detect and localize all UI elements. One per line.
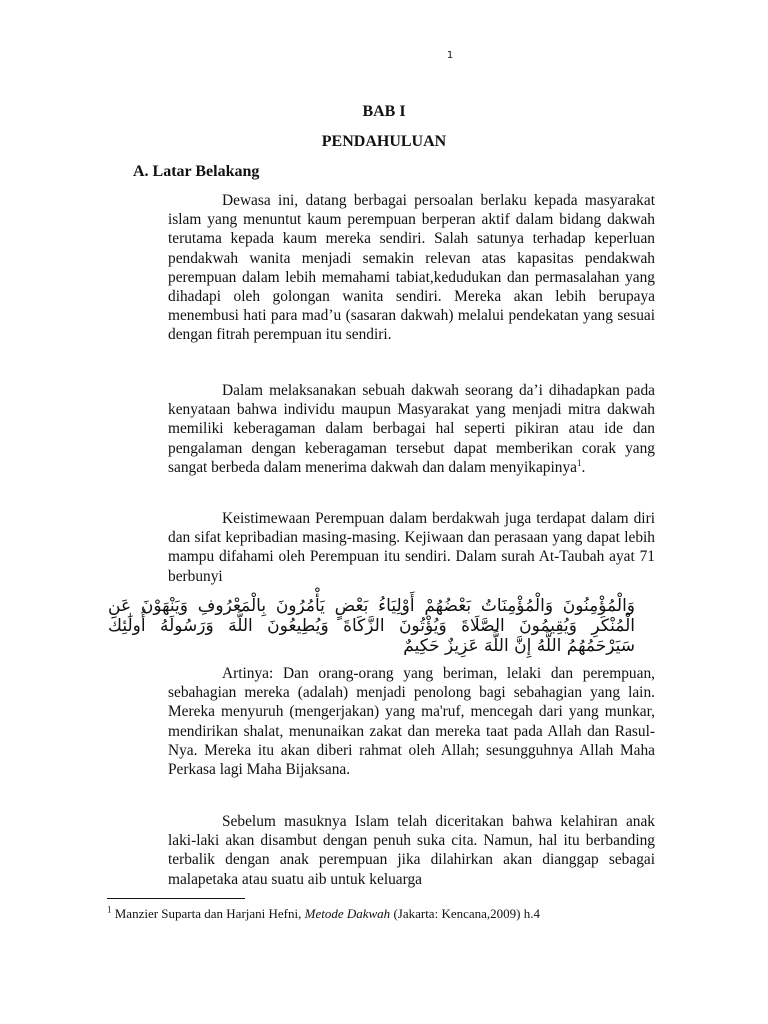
paragraph-2: Dalam melaksanakan sebuah dakwah seorang da’i dihadapkan pada kenyataan bahwa individu maupun Masyarakat yang menjadi mitra dakwah memiliki keberagaman dalam berbagai hal seperti pikiran atau ide dan pengalaman dengan keberagaman tersebut dapat memberikan corak yang sangat berbeda dalam menerima dakwah dan dalam menyikapinya$^1$. — [168, 382, 655, 476]
paragraph-1: Dewasa ini, datang berbagai persoalan berlaku kepada masyarakat islam yang menuntut kaum perempuan berperan aktif dalam bidang dakwah terutama kepada kaum mereka sendiri. Salah satunya terhadap keperluan pendakwah wanita menjadi semakin relevan atas kapasitas pendakwah perempuan dalam lebih memahami tabiat,kedudukan dan permasalahan yang dihadapi oleh golongan wanita sendiri. Mereka akan lebih berupaya menembusi hati para mad’u (sasaran dakwah) melalui pendekatan yang sesuai dengan fitrah perempuan itu sendiri. — [168, 192, 655, 344]
footnote-number: 1 — [107, 904, 112, 915]
paragraph-3: Keistimewaan Perempuan dalam berdakwah juga terdapat dalam diri dan sifat kepribadian masing-masing. Kejiwaan dan perasaan yang dapat lebih mampu difahami oleh Perempuan itu sendiri. Dalam surah At-Taubah ayat 71 berbunyi — [168, 510, 655, 585]
paragraph-4-translation: Artinya: Dan orang-orang yang beriman, lelaki dan perempuan, sebahagian mereka (adalah) menjadi penolong bagi sebahagian yang lain. Mereka menyuruh (mengerjakan) yang ma'ruf, mencegah dari yang munkar, mendirikan shalat, menunaikan zakat dan mereka taat pada Allah dan Rasul-Nya. Mereka itu akan diberi rahmat oleh Allah; sesungguhnya Allah Maha Perkasa lagi Maha Bijaksana. — [168, 665, 655, 779]
paragraph-2-text: Dalam melaksanakan sebuah dakwah seorang da’i dihadapkan pada kenyataan bahwa individu maupun Masyarakat yang menjadi mitra dakwah memiliki keberagaman dalam berbagai hal seperti pikiran atau ide dan pengalaman dengan keberagaman tersebut dapat memberikan corak yang sangat berbeda dalam menerima dakwah dan dalam menyikapinya — [168, 382, 655, 476]
paragraph-5: Sebelum masuknya Islam telah diceritakan bahwa kelahiran anak laki-laki akan disambut dengan penuh suka cita. Namun, hal itu berbanding terbalik dengan anak perempuan jika dilahirkan akan dianggap sebagai malapetaka atau suatu aib untuk keluarga — [168, 813, 655, 888]
chapter-title: PENDAHULUAN — [321, 133, 447, 150]
footnote-reference[interactable]: 1 — [576, 457, 582, 468]
arabic-verse: وَالْمُؤْمِنُونَ وَالْمُؤْمِنَاتُ بَعْضُهُمْ أَوْلِيَاءُ بَعْضٍ يَأْمُرُونَ بِالْمَعْرُوفِ وَيَنْهَوْنَ عَنِ الْمُنْكَرِ وَيُقِيمُونَ الصَّلَاةَ وَيُؤْتُونَ الزَّكَاةَ وَيُطِيعُونَ اللَّهَ وَرَسُولَهُ أُولَٰئِكَ سَيَرْحَمُهُمُ اللَّهُ إِنَّ اللَّهَ عَزِيزٌ حَكِيمٌ — [108, 596, 635, 656]
page-number: 1 — [446, 50, 454, 61]
footnote: $^1$ Manzier Suparta dan Harjani Hefni, Metode Dakwah (Jakarta: Kencana,2009) h.4 — [107, 904, 540, 921]
footnote-divider — [107, 898, 245, 899]
section-heading: A. Latar Belakang — [133, 163, 260, 180]
footnote-book-title: Metode Dakwah — [304, 906, 391, 921]
chapter-label: BAB I — [362, 103, 406, 120]
